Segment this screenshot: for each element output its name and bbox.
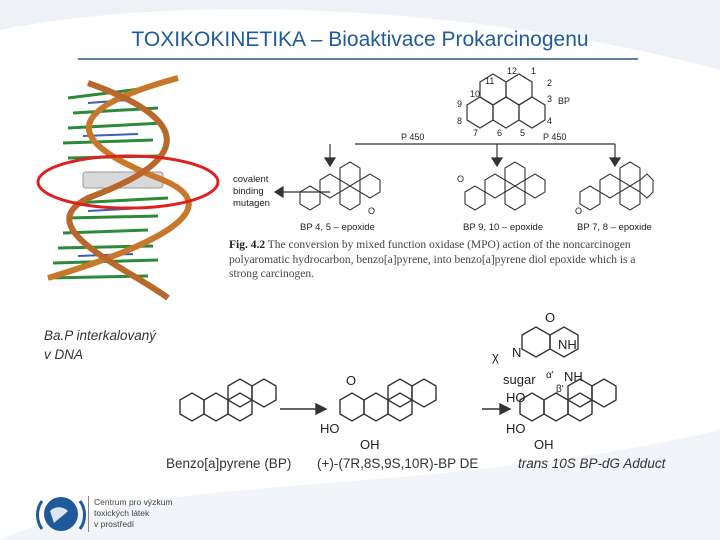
atom-label: O xyxy=(346,373,357,388)
ring-number: 5 xyxy=(520,128,526,138)
ring-number: 1 xyxy=(531,66,537,76)
atom-label: α' xyxy=(546,370,554,381)
figure-caption xyxy=(229,238,655,282)
adduct-reaction-scheme xyxy=(160,305,680,480)
recetox-logo-icon xyxy=(34,493,89,535)
atom-label: NH xyxy=(564,369,583,384)
atom-label: OH xyxy=(534,437,554,452)
atom-label: β' xyxy=(556,384,564,395)
ring-number: 12 xyxy=(507,66,518,76)
epoxide-oxygen: O xyxy=(457,174,465,184)
atom-label: HO xyxy=(320,421,340,436)
slide-title: TOXIKOKINETIKA – Bioaktivace Prokarcinogenu xyxy=(131,28,589,51)
reaction-label-diol: (+)-(7R,8S,9S,10R)-BP DE xyxy=(317,456,479,471)
epoxide-oxygen: O xyxy=(575,206,583,216)
atom-label: O xyxy=(545,310,556,325)
logo-line: toxických látek xyxy=(94,508,150,518)
atom-label: sugar xyxy=(503,372,536,387)
side-text: covalent xyxy=(233,174,269,185)
epoxide-structures xyxy=(300,162,653,210)
side-text: mutagen xyxy=(233,198,270,209)
side-label xyxy=(44,326,156,364)
side-text: binding xyxy=(233,186,264,197)
atom-label: HO xyxy=(506,421,526,436)
bp-structure xyxy=(180,379,276,421)
side-label-line: v DNA xyxy=(44,347,84,362)
ring-number: 8 xyxy=(457,116,463,126)
product-label: BP 4, 5 – epoxide xyxy=(300,222,375,233)
figure-caption-text: The conversion by mixed function oxidase (MPO) action of the noncarcinogen polyaromatic hydrocarbon, benzo[a]pyrene, into benzo[a]pyrene diol epoxide which is a strong carcinogen. xyxy=(229,239,636,280)
ring-number: 7 xyxy=(473,128,479,138)
reaction-arrows xyxy=(275,144,620,197)
bp-label: BP xyxy=(558,96,571,106)
ring-number: 4 xyxy=(547,116,553,126)
ring-number: 2 xyxy=(547,78,553,88)
bp-structure-top xyxy=(467,74,545,128)
ring-number: 9 xyxy=(457,99,463,109)
logo-line: v prostředí xyxy=(94,519,135,529)
title-underline xyxy=(78,58,638,60)
atom-label: NH xyxy=(558,337,577,352)
figure-label: Fig. 4.2 xyxy=(229,239,266,251)
atom-label: HO xyxy=(506,390,526,405)
atom-label: N xyxy=(512,345,522,360)
atom-label: χ xyxy=(492,349,499,364)
product-label: BP 7, 8 – epoxide xyxy=(577,222,652,233)
ring-number: 6 xyxy=(497,128,503,138)
reaction-label-bp: Benzo[a]pyrene (BP) xyxy=(166,456,292,471)
epoxide-oxygen: O xyxy=(368,206,376,216)
logo-text xyxy=(94,497,214,530)
side-label-line: Ba.P interkalovaný xyxy=(44,328,157,343)
reaction-label-adduct: trans 10S BP-dG Adduct xyxy=(518,456,666,471)
dna-helix-illustration xyxy=(28,68,228,308)
ring-number: 3 xyxy=(547,94,553,104)
enzyme-label-right: P 450 xyxy=(543,132,567,142)
logo-line: Centrum pro výzkum xyxy=(94,497,173,507)
enzyme-label-left: P 450 xyxy=(401,132,425,142)
product-label: BP 9, 10 – epoxide xyxy=(463,222,544,233)
ring-number: 10 xyxy=(470,89,481,99)
atom-label: OH xyxy=(360,437,380,452)
ring-number: 11 xyxy=(485,76,495,86)
reaction-arrows xyxy=(280,404,510,414)
logo-divider xyxy=(88,496,89,532)
